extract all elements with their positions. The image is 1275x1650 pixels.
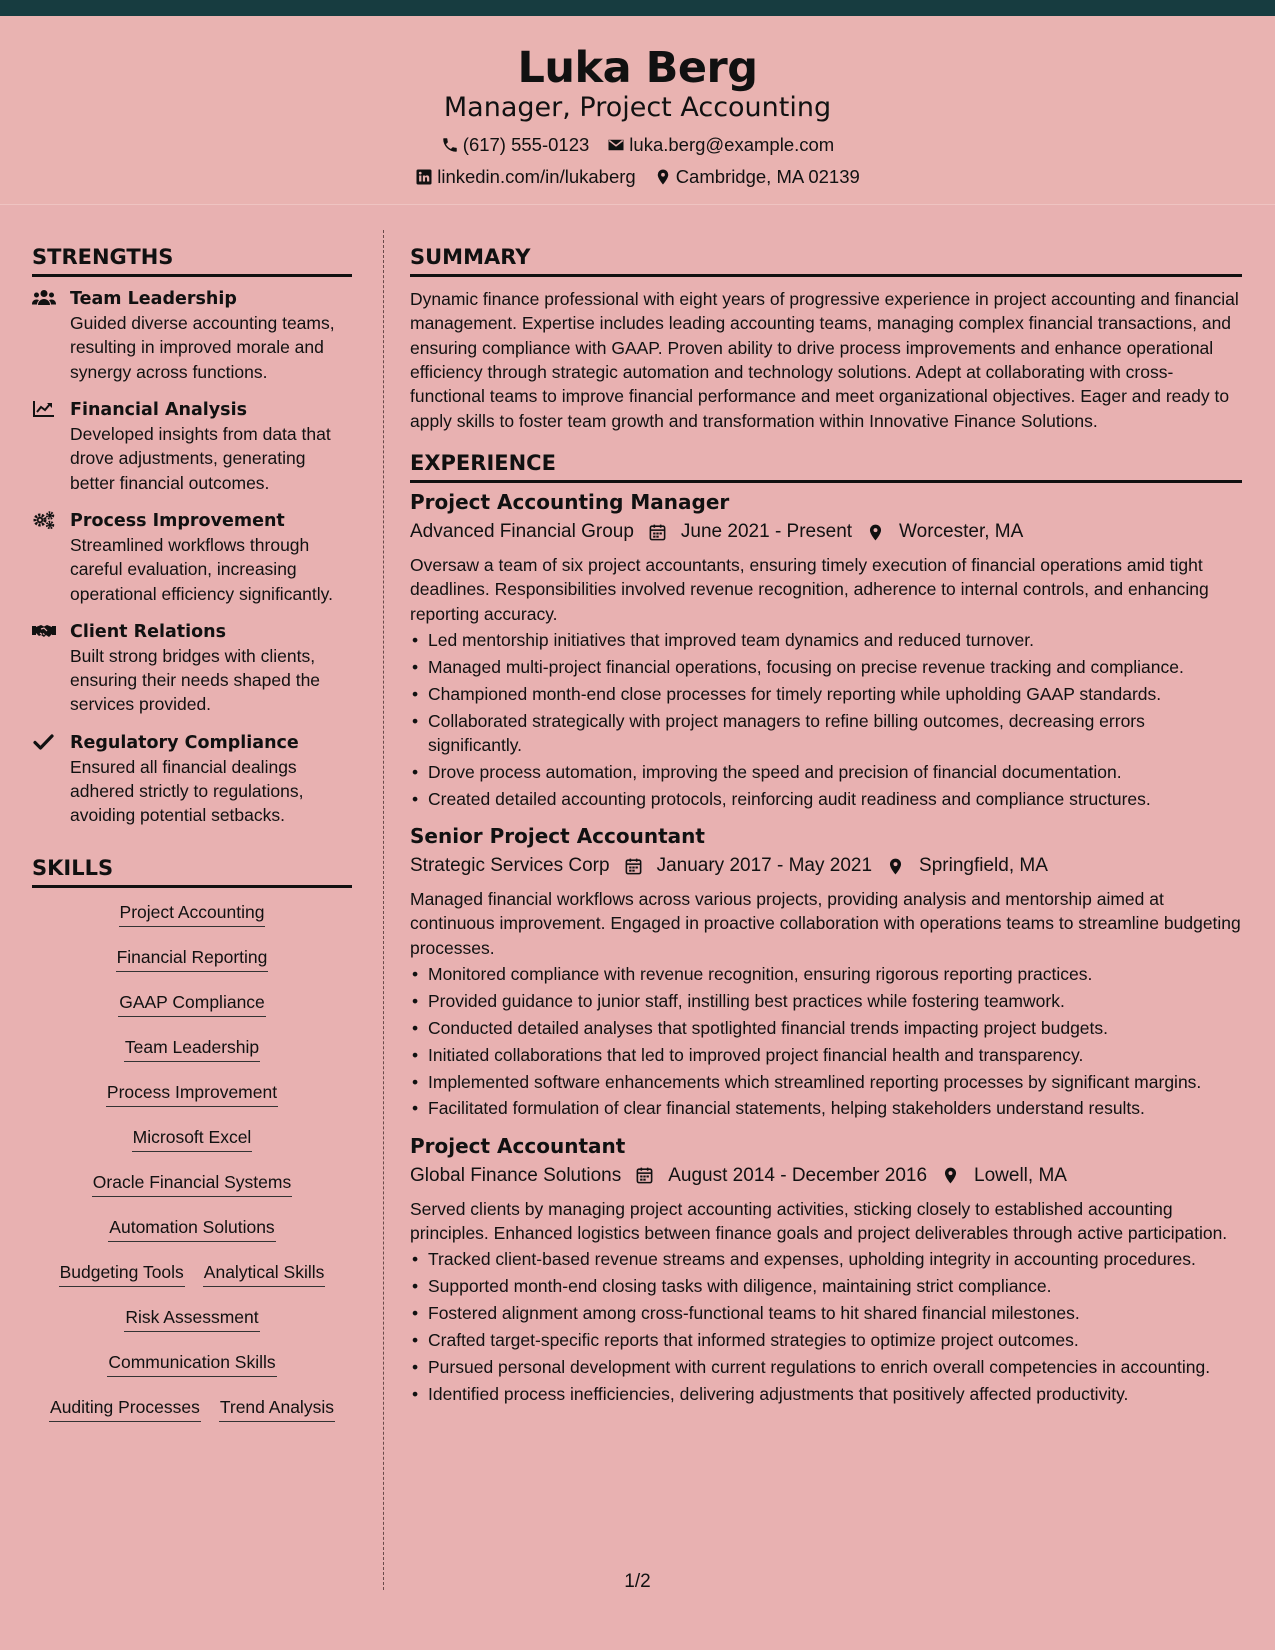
strength-title: Financial Analysis bbox=[70, 400, 247, 421]
calendar-icon bbox=[635, 1166, 654, 1185]
job-bullets bbox=[410, 1247, 1242, 1406]
strength-desc: Guided diverse accounting teams, resulting in improved morale and synergy across functions. bbox=[70, 313, 335, 382]
skill-row bbox=[32, 1305, 352, 1350]
map-pin-icon bbox=[886, 857, 905, 876]
skill-tag: Process Improvement bbox=[106, 1080, 278, 1107]
linkedin-contact[interactable] bbox=[415, 166, 635, 188]
map-pin-icon bbox=[866, 523, 885, 542]
skill-tag: Auditing Processes bbox=[49, 1395, 201, 1422]
skill-row bbox=[32, 1125, 352, 1170]
job-bullet: • Facilitated formulation of clear financial statements, helping stakeholders understand results. bbox=[410, 1096, 1242, 1120]
candidate-role: Manager, Project Accounting bbox=[443, 92, 832, 123]
gears-icon bbox=[32, 510, 56, 530]
job-description: Managed financial workflows across various projects, providing analysis and mentorship aimed at continuous improvement. Engaged in proactive collaboration with operations teams to streamline budgeting processes. bbox=[410, 889, 1241, 958]
location-contact bbox=[654, 166, 860, 188]
strength-item bbox=[32, 287, 352, 384]
job-bullet: • Led mentorship initiatives that improved team dynamics and reduced turnover. bbox=[410, 628, 1242, 652]
job-company: Global Finance Solutions bbox=[410, 1164, 622, 1186]
skill-row bbox=[32, 1080, 352, 1125]
map-pin-icon bbox=[654, 168, 672, 186]
job-bullet: • Initiated collaborations that led to improved project financial health and transparency. bbox=[410, 1043, 1242, 1067]
job-bullet: • Monitored compliance with revenue recognition, ensuring rigorous reporting practices. bbox=[410, 962, 1242, 986]
linkedin-icon bbox=[415, 168, 433, 186]
job-location: Springfield, MA bbox=[919, 855, 1048, 877]
skill-row bbox=[32, 1215, 352, 1260]
skill-tag: GAAP Compliance bbox=[118, 990, 266, 1017]
job-description: Served clients by managing project accounting activities, sticking closely to established accounting principles. Enhanced logistics between finance goals and project deliverables through active participation. bbox=[410, 1198, 1228, 1244]
skill-tag: Trend Analysis bbox=[219, 1395, 335, 1422]
job-bullet: • Created detailed accounting protocols, reinforcing audit readiness and compliance structures. bbox=[410, 787, 1242, 811]
skill-row bbox=[32, 1035, 352, 1080]
job-bullet: • Drove process automation, improving the speed and precision of financial documentation. bbox=[410, 760, 1242, 784]
strength-title: Client Relations bbox=[70, 621, 227, 642]
job-bullet: • Crafted target-specific reports that informed strategies to optimize project outcomes. bbox=[410, 1328, 1242, 1352]
skill-row bbox=[32, 990, 352, 1035]
summary-heading: SUMMARY bbox=[410, 245, 1242, 277]
handshake-icon bbox=[32, 621, 56, 641]
job-bullet: • Collaborated strategically with project managers to refine billing outcomes, decreasing errors significantly. bbox=[410, 709, 1242, 758]
linkedin-text[interactable]: linkedin.com/in/lukaberg bbox=[437, 166, 636, 187]
job-dates: June 2021 - Present bbox=[680, 521, 853, 543]
job-entry bbox=[410, 489, 1242, 811]
strength-desc: Built strong bridges with clients, ensuring their needs shaped the services provided. bbox=[70, 645, 321, 715]
skill-tag: Automation Solutions bbox=[108, 1215, 275, 1242]
skill-tag: Project Accounting bbox=[119, 900, 266, 927]
map-pin-icon bbox=[941, 1166, 960, 1185]
strength-title: Process Improvement bbox=[70, 510, 285, 531]
skill-tag: Microsoft Excel bbox=[132, 1125, 253, 1152]
job-meta bbox=[410, 1163, 1242, 1189]
candidate-name: Luka Berg bbox=[517, 43, 758, 93]
job-bullet: • Managed multi-project financial operations, focusing on precise revenue tracking and compliance. bbox=[410, 655, 1242, 679]
skill-row bbox=[32, 1170, 352, 1215]
job-meta bbox=[410, 853, 1242, 879]
users-icon bbox=[32, 288, 56, 308]
job-bullet: • Pursued personal development with current regulations to enrich overall competencies in accounting. bbox=[410, 1355, 1242, 1379]
skill-tag: Budgeting Tools bbox=[59, 1260, 185, 1287]
calendar-icon bbox=[624, 857, 643, 876]
job-location: Lowell, MA bbox=[974, 1164, 1067, 1186]
skills-list bbox=[32, 900, 352, 1440]
email-text[interactable]: luka.berg@example.com bbox=[629, 134, 835, 155]
job-entry bbox=[410, 1133, 1242, 1406]
skill-row bbox=[32, 900, 352, 945]
strengths-heading: STRENGTHS bbox=[32, 245, 352, 277]
summary-text: Dynamic finance professional with eight years of progressive experience in project accounting and financial management. Expertise includes leading accounting teams, managing complex financial transactions, and ensuring compliance with GAAP. Proven ability to drive process improvements and enhance operational efficiency through strategic automation and technology solutions. Adept at collaborating with cross-functional teams to improve financial performance and meet organizational objectives. Eager and ready to apply skills to foster team growth and transformation within Innovative Finance Solutions. bbox=[410, 289, 1239, 431]
job-title: Project Accountant bbox=[410, 1133, 626, 1158]
job-entry bbox=[410, 823, 1242, 1121]
skill-tag: Risk Assessment bbox=[124, 1305, 259, 1332]
skill-row bbox=[32, 1395, 352, 1440]
email-contact[interactable] bbox=[607, 134, 834, 156]
page-number: 1/2 bbox=[624, 1571, 651, 1592]
phone-contact bbox=[441, 134, 590, 156]
job-location: Worcester, MA bbox=[899, 521, 1024, 543]
job-title: Project Accounting Manager bbox=[410, 490, 730, 515]
job-title: Senior Project Accountant bbox=[410, 824, 705, 849]
location-text: Cambridge, MA 02139 bbox=[675, 166, 860, 187]
job-bullet: • Tracked client-based revenue streams and expenses, upholding integrity in accounting procedures. bbox=[410, 1247, 1242, 1271]
resume-header bbox=[0, 16, 1275, 205]
job-bullets bbox=[410, 962, 1242, 1121]
skill-row bbox=[32, 1350, 352, 1395]
check-icon bbox=[32, 732, 56, 752]
job-bullet: • Fostered alignment among cross-functional teams to hit shared financial milestones. bbox=[410, 1301, 1242, 1325]
skill-tag: Oracle Financial Systems bbox=[92, 1170, 292, 1197]
skill-tag: Financial Reporting bbox=[116, 945, 269, 972]
contact-row-1 bbox=[0, 134, 1275, 156]
chart-line-icon bbox=[32, 399, 56, 419]
strength-item bbox=[32, 620, 352, 717]
right-column bbox=[410, 245, 1242, 1418]
skills-heading: SKILLS bbox=[32, 856, 352, 888]
job-description: Oversaw a team of six project accountants, ensuring timely execution of financial operations amid tight deadlines. Responsibilities involved revenue recognition, adherence to internal controls, and enhancing reporting accuracy. bbox=[410, 555, 1209, 624]
skill-tag: Team Leadership bbox=[124, 1035, 260, 1062]
calendar-icon bbox=[648, 523, 667, 542]
job-company: Strategic Services Corp bbox=[410, 855, 610, 877]
phone-icon bbox=[441, 136, 459, 154]
strength-desc: Streamlined workflows through careful evaluation, increasing operational efficiency significantly. bbox=[70, 534, 333, 604]
strength-item bbox=[32, 398, 352, 495]
skill-tag: Communication Skills bbox=[107, 1350, 276, 1377]
job-bullet: • Supported month-end closing tasks with diligence, maintaining strict compliance. bbox=[410, 1274, 1242, 1298]
strength-item bbox=[32, 731, 352, 828]
experience-heading: EXPERIENCE bbox=[410, 451, 1242, 483]
strength-title: Team Leadership bbox=[70, 289, 237, 310]
job-bullet: • Conducted detailed analyses that spotlighted financial trends impacting project budgets. bbox=[410, 1016, 1242, 1040]
phone-text: (617) 555-0123 bbox=[462, 134, 590, 155]
strength-desc: Ensured all financial dealings adhered strictly to regulations, avoiding potential setbacks. bbox=[70, 756, 304, 826]
job-bullet: • Implemented software enhancements which streamlined reporting processes by significant margins. bbox=[410, 1070, 1242, 1094]
column-divider bbox=[383, 230, 384, 1590]
job-dates: January 2017 - May 2021 bbox=[656, 855, 873, 877]
skill-row bbox=[32, 1260, 352, 1305]
job-dates: August 2014 - December 2016 bbox=[668, 1164, 928, 1186]
job-bullets bbox=[410, 628, 1242, 811]
left-column bbox=[32, 245, 352, 1440]
strength-desc: Developed insights from data that drove adjustments, generating better financial outcomes. bbox=[70, 424, 331, 493]
job-bullet: • Identified process inefficiencies, delivering adjustments that positively affected productivity. bbox=[410, 1382, 1242, 1406]
skill-tag: Analytical Skills bbox=[203, 1260, 326, 1287]
strength-item bbox=[32, 509, 352, 606]
strength-title: Regulatory Compliance bbox=[70, 732, 299, 753]
job-bullet: • Provided guidance to junior staff, instilling best practices while fostering teamwork. bbox=[410, 989, 1242, 1013]
job-meta bbox=[410, 519, 1242, 545]
job-bullet: • Championed month-end close processes for timely reporting while upholding GAAP standards. bbox=[410, 682, 1242, 706]
top-accent-bar bbox=[0, 0, 1275, 16]
job-company: Advanced Financial Group bbox=[410, 521, 634, 543]
skill-row bbox=[32, 945, 352, 990]
envelope-icon bbox=[607, 136, 625, 154]
contact-row-2 bbox=[0, 166, 1275, 188]
